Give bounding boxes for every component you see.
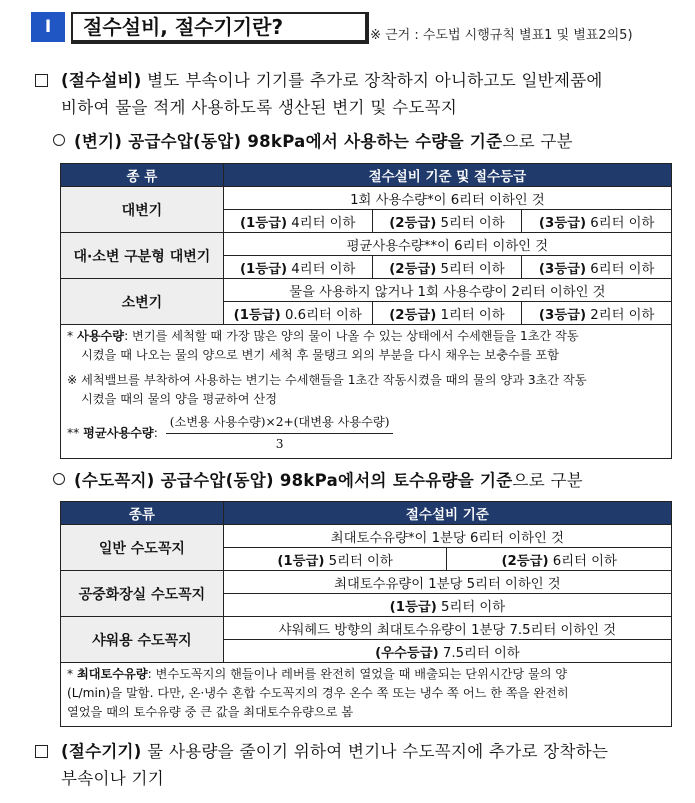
table-notes: * 사용수량: 변기를 세척할 때 가장 많은 양의 물이 나올 수 있는 상태에서 수세핸들을 1초간 작동 시켰을 때 나오는 물의 양으로 변기 세척 후 물탱크 외의 부분을 다시 채우는 보충수를 포함 ※ 세척밸브를 부착하여 사용하는 변기는 수세핸들을 1초간 작동시켰을 때의 물의 양과 3초간 작동 시켰을 때의 물의 양을 평균하여 산정 ** 평균사용수량: $\frac{\text{(소변용 사용수량)×2+(대변용 사용수량)}}{3}$	[61, 325, 672, 459]
row-type-label: 일반 수도꼭지	[61, 525, 224, 571]
row-standard: 최대토수유량*이 1분당 6리터 이하인 것	[223, 525, 671, 548]
table-header-row	[61, 164, 672, 187]
grade-cell: (1등급) 4리터 이하	[223, 210, 372, 233]
square-bullet-icon	[35, 745, 48, 758]
note-term: 사용수량	[76, 329, 125, 343]
grade-cell: (3등급) 2리터 이하	[522, 302, 672, 325]
toilet-standards-table	[60, 163, 672, 459]
definition-text-line1: 별도 부속이나 기기를 추가로 장착하지 아니하고도 일반제품에	[141, 71, 603, 90]
table-row	[61, 571, 672, 594]
row-standard: 1회 사용수량*이 6리터 이하인 것	[223, 187, 671, 210]
section-header	[31, 10, 671, 42]
table-note-row	[61, 325, 672, 459]
grade-cell: (1등급) 4리터 이하	[223, 256, 372, 279]
header-standard: 절수설비 기준 및 절수등급	[223, 164, 671, 187]
grade-cell: (2등급) 1리터 이하	[372, 302, 522, 325]
square-bullet-icon	[35, 74, 48, 87]
row-type-label: 소변기	[61, 279, 224, 325]
table-row	[61, 187, 672, 210]
circle-bullet-icon	[53, 134, 65, 146]
table-notes: * 최대토수유량: 변수도꼭지의 핸들이나 레버를 완전히 열었을 때 배출되는 단위시간당 물의 양 (L/min)을 말함. 다만, 온·냉수 혼합 수도꼭지의 경우 온수 쪽 또는 냉수 쪽 어느 한 쪽을 완전히 열었을 때의 토수유량 중 큰 값을 최대토수유량으로 봄	[61, 663, 672, 727]
definition-text-line2: 비하여 물을 적게 사용하도록 생산된 변기 및 수도꼭지	[61, 98, 458, 117]
table-row	[61, 279, 672, 302]
grade-cell: (2등급) 5리터 이하	[372, 210, 522, 233]
row-standard: 샤워헤드 방향의 최대토수유량이 1분당 7.5리터 이하인 것	[223, 617, 671, 640]
term-label: (절수설비)	[61, 71, 142, 90]
faucet-criteria-heading: (수도꼭지) 공급수압(동압) 98kPa에서의 토수유량을 기준으로 구분	[53, 470, 583, 492]
row-type-label: 샤워용 수도꼭지	[61, 617, 224, 663]
row-type-label: 대변기	[61, 187, 224, 233]
term-label: (절수기기)	[61, 742, 142, 761]
definition-water-saving-device	[35, 738, 675, 794]
grade-cell: (우수등급) 7.5리터 이하	[223, 640, 671, 663]
row-type-label: 공중화장실 수도꼭지	[61, 571, 224, 617]
definition-text-line1: 물 사용량을 줄이기 위하여 변기나 수도꼭지에 추가로 장착하는	[141, 742, 609, 761]
grade-cell: (3등급) 6리터 이하	[522, 210, 672, 233]
legal-reference: (※ 근거 : 수도법 시행규칙 별표1 및 별표2의5)	[365, 28, 633, 43]
faucet-standards-table	[60, 501, 672, 727]
grade-cell: (3등급) 6리터 이하	[522, 256, 672, 279]
row-standard: 물을 사용하지 않거나 1회 사용수량이 2리터 이하인 것	[223, 279, 671, 302]
formula-line: ** 평균사용수량: $\frac{\text{(소변용 사용수량)×2+(대변용 사용수량)}}{3}$	[67, 413, 665, 454]
grade-cell: (1등급) 5리터 이하	[223, 594, 671, 617]
grade-cell: (2등급) 6리터 이하	[447, 548, 672, 571]
grade-cell: (1등급) 5리터 이하	[223, 548, 447, 571]
table-note-row	[61, 663, 672, 727]
definition-water-saving-equipment	[35, 67, 675, 123]
table-header-row	[61, 502, 672, 525]
average-usage-formula: $\frac{\text{(소변용 사용수량)×2+(대변용 사용수량)}}{3}$	[166, 413, 394, 454]
note-term: 최대토수유량	[76, 667, 148, 681]
grade-cell: (2등급) 5리터 이하	[372, 256, 522, 279]
table-row	[61, 525, 672, 548]
row-standard: 평균사용수량**이 6리터 이하인 것	[223, 233, 671, 256]
grade-cell: (1등급) 0.6리터 이하	[223, 302, 372, 325]
circle-bullet-icon	[53, 473, 65, 485]
row-type-label: 대·소변 구분형 대변기	[61, 233, 224, 279]
definition-text-line2: 부속이나 기기	[61, 769, 164, 788]
table-row	[61, 617, 672, 640]
header-standard: 절수설비 기준	[223, 502, 671, 525]
header-type: 종 류	[61, 164, 224, 187]
section-title: 절수설비, 절수기기란?	[71, 12, 369, 44]
header-type: 종류	[61, 502, 224, 525]
section-number-badge: I	[31, 12, 65, 42]
toilet-criteria-heading: (변기) 공급수압(동압) 98kPa에서 사용하는 수량을 기준으로 구분	[53, 131, 573, 153]
row-standard: 최대토수유량이 1분당 5리터 이하인 것	[223, 571, 671, 594]
table-row	[61, 233, 672, 256]
note-term: 평균사용수량	[83, 426, 154, 440]
